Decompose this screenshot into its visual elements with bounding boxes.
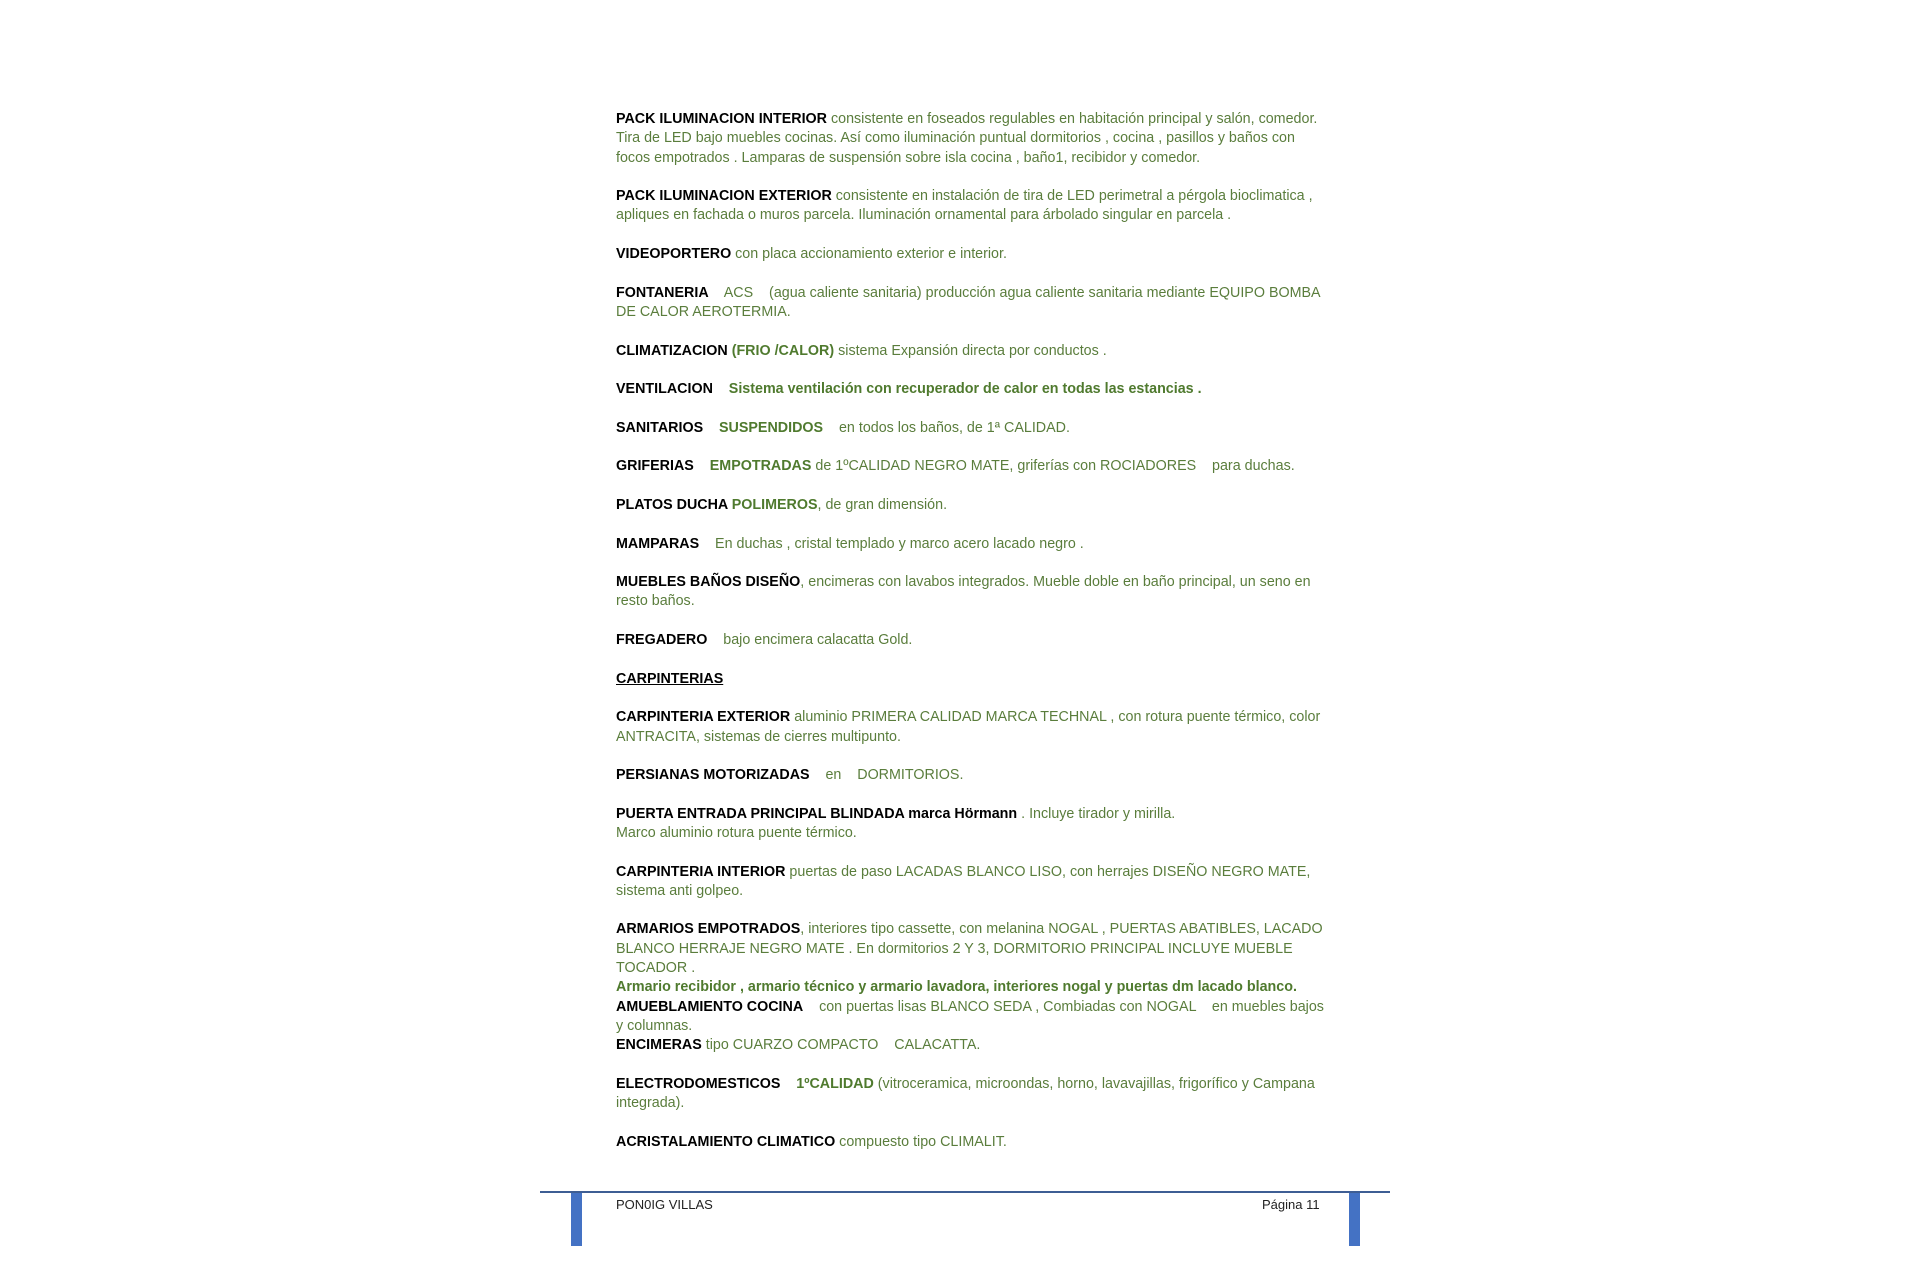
section-text: de 1ºCALIDAD NEGRO MATE, griferías con ROCIADORES para duchas. xyxy=(811,458,1295,475)
footer-bar-left xyxy=(571,1193,582,1246)
section-bold-text: POLIMEROS xyxy=(727,496,818,513)
section-text: consistente en instalación de tira de LED perimetral a pérgola bioclimatica , apliques en fachada o muros parcela. Iluminación ornamental para árbolado singular en parcela . xyxy=(616,188,1317,224)
section-puerta-entrada xyxy=(616,805,1328,844)
section-climatizacion xyxy=(616,342,1328,361)
section-text: bajo encimera calacatta Gold. xyxy=(707,632,913,649)
section-text: con placa accionamiento exterior e interior. xyxy=(731,246,1007,263)
footer-rule xyxy=(540,1191,1390,1193)
section-label: PUERTA ENTRADA PRINCIPAL BLINDADA marca Hörmann xyxy=(616,805,1018,822)
section-bold-text: SUSPENDIDOS xyxy=(703,419,824,436)
section-label: MAMPARAS xyxy=(616,535,700,552)
footer-bar-right xyxy=(1349,1193,1360,1246)
section-amueblamiento-cocina xyxy=(616,998,1328,1037)
section-text: puertas de paso LACADAS BLANCO LISO, con herrajes DISEÑO NEGRO MATE, sistema anti golpeo. xyxy=(616,863,1315,899)
section-bold-text: 1ºCALIDAD xyxy=(780,1075,874,1092)
section-label: MUEBLES BAÑOS DISEÑO xyxy=(616,574,801,591)
section-label: GRIFERIAS xyxy=(616,458,694,475)
section-label: AMUEBLAMIENTO COCINA xyxy=(616,998,804,1015)
section-label: CLIMATIZACION xyxy=(616,342,728,359)
section-label: ARMARIOS EMPOTRADOS xyxy=(616,921,801,938)
document-body xyxy=(616,110,1328,1171)
section-persianas xyxy=(616,766,1328,785)
section-iluminacion-exterior xyxy=(616,187,1328,226)
section-label: PACK ILUMINACION EXTERIOR xyxy=(616,188,832,205)
section-label: PERSIANAS MOTORIZADAS xyxy=(616,767,810,784)
section-fontaneria xyxy=(616,284,1328,323)
section-carpinteria-interior xyxy=(616,863,1328,902)
section-text: En duchas , cristal templado y marco acero lacado negro . xyxy=(699,535,1084,552)
section-text: , interiores tipo cassette, con melanina NOGAL , PUERTAS ABATIBLES, LACADO BLANCO HERRAJE NEGRO MATE . En dormitorios 2 Y 3, DORMITORIO PRINCIPAL INCLUYE MUEBLE TOCADOR . xyxy=(616,921,1327,977)
section-text: consistente en foseados regulables en habitación principal y salón, comedor. Tira de LED bajo muebles cocinas. Así como iluminación puntual dormitorios , cocina , pasillos y baños con focos empotrados . Lamparas de suspensión sobre isla cocina , baño1, recibidor y comedor. xyxy=(616,111,1322,166)
section-text-line2: Marco aluminio rotura puente térmico. xyxy=(616,824,857,841)
section-label: SANITARIOS xyxy=(616,419,704,436)
section-text: compuesto tipo CLIMALIT. xyxy=(835,1133,1007,1150)
section-label: CARPINTERIA EXTERIOR xyxy=(616,709,791,726)
section-text: aluminio PRIMERA CALIDAD MARCA TECHNAL , con rotura puente térmico, color ANTRACITA, sistemas de cierres multipunto. xyxy=(616,709,1324,745)
footer-company: PON0IG VILLAS xyxy=(616,1197,713,1212)
section-carpinteria-exterior xyxy=(616,708,1328,747)
footer-page-number: Página 11 xyxy=(1262,1197,1320,1212)
section-label: FONTANERIA xyxy=(616,284,709,301)
section-text: con puertas lisas BLANCO SEDA , Combiadas con NOGAL en muebles bajos y columnas. xyxy=(616,998,1328,1034)
section-muebles-banos xyxy=(616,573,1328,612)
section-text: (vitroceramica, microondas, horno, lavavajillas, frigorífico y Campana integrada). xyxy=(616,1075,1319,1112)
section-text: sistema Expansión directa por conductos . xyxy=(834,342,1107,359)
section-videoportero xyxy=(616,245,1328,264)
section-acristalamiento xyxy=(616,1133,1328,1152)
section-text: . Incluye tirador y mirilla. xyxy=(1017,805,1176,822)
section-griferias xyxy=(616,457,1328,476)
section-text: ACS (agua caliente sanitaria) producción agua caliente sanitaria mediante EQUIPO BOMBA DE CALOR AEROTERMIA. xyxy=(616,284,1324,320)
section-fregadero xyxy=(616,631,1328,650)
section-label: ACRISTALAMIENTO CLIMATICO xyxy=(616,1133,836,1150)
section-encimeras xyxy=(616,1036,1328,1055)
section-text: , de gran dimensión. xyxy=(817,496,948,513)
section-label: VIDEOPORTERO xyxy=(616,246,732,263)
section-label: PACK ILUMINACION INTERIOR xyxy=(616,111,828,127)
section-label: CARPINTERIA INTERIOR xyxy=(616,863,786,880)
section-heading: CARPINTERIAS xyxy=(616,670,724,687)
section-iluminacion-interior xyxy=(616,110,1328,168)
section-platos-ducha xyxy=(616,496,1328,515)
section-label: ENCIMERAS xyxy=(616,1037,702,1054)
section-bold-text: (FRIO /CALOR) xyxy=(727,342,835,359)
section-ventilacion xyxy=(616,380,1328,399)
section-label: VENTILACION xyxy=(616,381,713,398)
section-label: PLATOS DUCHA xyxy=(616,496,728,513)
section-bold-line: Armario recibidor , armario técnico y armario lavadora, interiores nogal y puertas dm lacado blanco. xyxy=(616,979,1297,996)
section-text: en todos los baños, de 1ª CALIDAD. xyxy=(823,419,1070,436)
section-text: , encimeras con lavabos integrados. Mueble doble en baño principal, un seno en resto baños. xyxy=(616,574,1315,610)
section-bold-text: Sistema ventilación con recuperador de calor en todas las estancias . xyxy=(712,381,1202,398)
section-text: tipo CUARZO COMPACTO CALACATTA. xyxy=(701,1037,981,1054)
section-label: FREGADERO xyxy=(616,632,708,649)
section-label: ELECTRODOMESTICOS xyxy=(616,1075,781,1092)
section-text: en DORMITORIOS. xyxy=(809,767,964,784)
section-electrodomesticos xyxy=(616,1075,1328,1114)
section-armarios xyxy=(616,920,1328,997)
heading-carpinterias xyxy=(616,670,1328,689)
section-bold-text: EMPOTRADAS xyxy=(693,458,812,475)
section-mamparas xyxy=(616,535,1328,554)
section-sanitarios xyxy=(616,419,1328,438)
